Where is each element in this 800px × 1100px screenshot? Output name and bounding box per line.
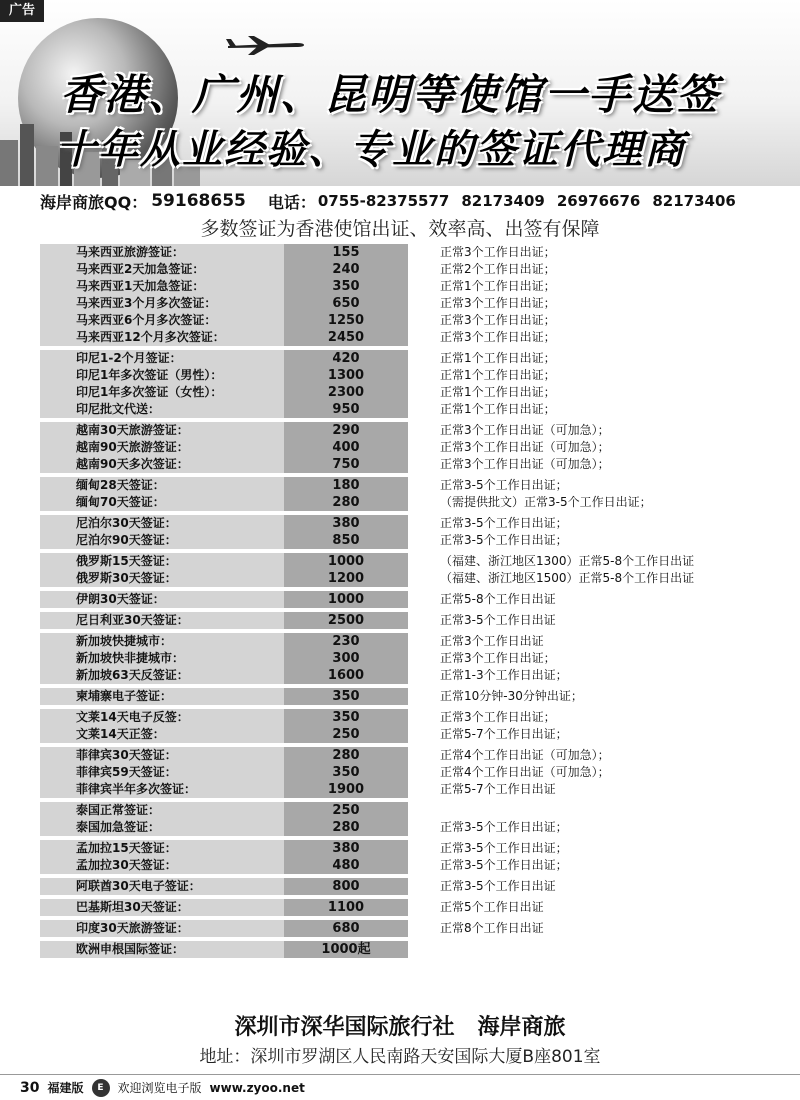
visa-name: 泰国加急签证： xyxy=(76,820,161,834)
visa-name-column xyxy=(40,244,284,346)
visa-name-column xyxy=(40,553,284,587)
visa-group xyxy=(40,688,408,705)
visa-name: 马来西亚1天加急签证： xyxy=(76,279,205,293)
visa-note: 正常3-5个工作日出证； xyxy=(440,478,568,492)
visa-note: 正常5-7个工作日出证； xyxy=(440,727,568,741)
visa-group xyxy=(40,920,408,937)
page-number: 30 xyxy=(20,1079,40,1096)
visa-price-column xyxy=(284,591,408,608)
qq-label: 海岸商旅QQ： xyxy=(40,192,148,212)
visa-name: 越南30天旅游签证： xyxy=(76,423,189,437)
visa-price-column xyxy=(284,709,408,743)
note-group xyxy=(440,688,780,705)
visa-name: 俄罗斯15天签证： xyxy=(76,554,177,568)
visa-name: 越南90天多次签证： xyxy=(76,457,189,471)
visa-price-column xyxy=(284,612,408,629)
phone-number: 0755-82375577 xyxy=(317,192,450,210)
visa-price: 350 xyxy=(332,689,360,704)
visa-price: 1900 xyxy=(327,782,365,797)
visa-note xyxy=(440,802,780,819)
visa-note: 正常4个工作日出证（可加急）； xyxy=(440,765,610,779)
visa-name: 新加坡快非捷城市： xyxy=(76,651,185,665)
visa-name: 尼泊尔90天签证： xyxy=(76,533,177,547)
slogan-line-2: 十年从业经验、专业的签证代理商 xyxy=(56,126,686,173)
visa-price: 280 xyxy=(332,495,360,510)
visa-price-column xyxy=(284,941,408,958)
visa-price: 1300 xyxy=(327,368,365,383)
visa-name: 印尼1-2个月签证： xyxy=(76,351,182,365)
visa-group xyxy=(40,802,408,836)
visa-note: 正常5-7个工作日出证 xyxy=(440,782,556,796)
visa-note: 正常1个工作日出证； xyxy=(440,279,556,293)
visa-name: 尼日利亚30天签证： xyxy=(76,613,189,627)
edition-label: 福建版 xyxy=(47,1081,84,1095)
phone-number: 82173409 xyxy=(461,192,545,210)
visa-note: 正常3-5个工作日出证； xyxy=(440,533,568,547)
visa-name: 马来西亚3个月多次签证： xyxy=(76,296,217,310)
note-group xyxy=(440,878,780,895)
visa-name: 马来西亚6个月多次签证： xyxy=(76,313,217,327)
contact-line xyxy=(40,188,780,214)
visa-name: 马来西亚2天加急签证： xyxy=(76,262,205,276)
visa-group xyxy=(40,422,408,473)
visa-note: 正常3个工作日出证（可加急）； xyxy=(440,440,610,454)
visa-note: 正常3个工作日出证（可加急）； xyxy=(440,423,610,437)
visa-price-column xyxy=(284,244,408,346)
visa-price: 380 xyxy=(332,841,360,856)
visa-name: 马来西亚12个月多次签证： xyxy=(76,330,225,344)
agency-address: 地址：深圳市罗湖区人民南路天安国际大厦B座801室 xyxy=(199,1047,601,1067)
visa-group xyxy=(40,477,408,511)
visa-name-column xyxy=(40,612,284,629)
visa-name: 印度30天旅游签证： xyxy=(76,921,189,935)
visa-name-column xyxy=(40,515,284,549)
visa-note: 正常5个工作日出证 xyxy=(440,900,544,914)
visa-price: 1000起 xyxy=(321,942,371,957)
visa-group xyxy=(40,244,408,346)
visa-name: 缅甸28天签证： xyxy=(76,478,165,492)
visa-price: 1200 xyxy=(327,571,365,586)
visa-price: 230 xyxy=(332,634,360,649)
phone-number: 26976676 xyxy=(556,192,641,210)
visa-name-column xyxy=(40,802,284,836)
note-group xyxy=(440,633,780,684)
visa-name-column xyxy=(40,350,284,418)
visa-name: 缅甸70天签证： xyxy=(76,495,165,509)
visa-price-column xyxy=(284,350,408,418)
visa-name-column xyxy=(40,747,284,798)
visa-name: 马来西亚旅游签证： xyxy=(76,245,185,259)
visa-price: 750 xyxy=(332,457,360,472)
visa-note xyxy=(440,941,780,958)
note-group xyxy=(440,612,780,629)
visa-name-column xyxy=(40,899,284,916)
price-table xyxy=(40,244,408,962)
visa-price: 1600 xyxy=(327,668,365,683)
phone-number: 82173406 xyxy=(652,192,736,210)
visa-price: 280 xyxy=(332,748,360,763)
visa-group xyxy=(40,553,408,587)
visa-note: 正常3个工作日出证； xyxy=(440,296,556,310)
visa-note: 正常3-5个工作日出证 xyxy=(440,613,556,627)
visa-name-column xyxy=(40,477,284,511)
visa-note: 正常3个工作日出证（可加急）； xyxy=(440,457,610,471)
visa-name-column xyxy=(40,709,284,743)
visa-price: 350 xyxy=(332,710,360,725)
airplane-icon xyxy=(226,34,306,56)
visa-name-column xyxy=(40,591,284,608)
visa-group xyxy=(40,899,408,916)
visa-name-column xyxy=(40,941,284,958)
visa-name: 俄罗斯30天签证： xyxy=(76,571,177,585)
visa-price-column xyxy=(284,422,408,473)
visa-group xyxy=(40,633,408,684)
visa-note: 正常1-3个工作日出证； xyxy=(440,668,568,682)
visa-price: 1250 xyxy=(327,313,365,328)
visa-price: 800 xyxy=(332,879,360,894)
visa-price: 650 xyxy=(332,296,360,311)
visa-group xyxy=(40,591,408,608)
agency-name: 深圳市深华国际旅行社 海岸商旅 xyxy=(234,1015,566,1040)
visa-price: 2300 xyxy=(327,385,365,400)
visa-price: 350 xyxy=(332,765,360,780)
visa-name: 文莱14天电子反签： xyxy=(76,710,189,724)
note-group xyxy=(440,802,780,836)
qq-number: 59168655 xyxy=(151,191,246,211)
footer-url[interactable]: www.zyoo.net xyxy=(209,1080,305,1095)
visa-price: 400 xyxy=(332,440,360,455)
banner xyxy=(0,0,800,186)
footer-tagline: 欢迎浏览电子版 xyxy=(117,1081,202,1095)
visa-name-column xyxy=(40,878,284,895)
slogan-line-1: 香港、广州、昆明等使馆一手送签 xyxy=(60,70,721,119)
visa-price: 1000 xyxy=(327,592,365,607)
visa-price-column xyxy=(284,802,408,836)
visa-note: 正常3-5个工作日出证； xyxy=(440,820,568,834)
visa-price: 300 xyxy=(332,651,360,666)
visa-price: 290 xyxy=(332,423,360,438)
note-group xyxy=(440,244,780,346)
magazine-logo-icon: E xyxy=(92,1079,110,1097)
visa-note: 正常1个工作日出证； xyxy=(440,351,556,365)
visa-note: （需提供批文）正常3-5个工作日出证； xyxy=(440,495,652,509)
note-group xyxy=(440,709,780,743)
visa-price-column xyxy=(284,920,408,937)
visa-name: 印尼1年多次签证（男性）： xyxy=(76,368,223,382)
visa-name: 印尼批文代送： xyxy=(76,402,161,416)
visa-name: 文莱14天正签： xyxy=(76,727,165,741)
visa-note: （福建、浙江地区1300）正常5-8个工作日出证 xyxy=(440,554,695,568)
visa-price: 350 xyxy=(332,279,360,294)
visa-name-column xyxy=(40,422,284,473)
visa-group xyxy=(40,350,408,418)
visa-note: 正常3个工作日出证； xyxy=(440,330,556,344)
note-group xyxy=(440,920,780,937)
visa-note: 正常2个工作日出证； xyxy=(440,262,556,276)
visa-note: 正常1个工作日出证； xyxy=(440,385,556,399)
visa-price: 480 xyxy=(332,858,360,873)
visa-name: 尼泊尔30天签证： xyxy=(76,516,177,530)
visa-group xyxy=(40,515,408,549)
visa-name: 孟加拉15天签证： xyxy=(76,841,177,855)
visa-name: 欧洲申根国际签证： xyxy=(76,942,185,956)
visa-name: 印尼1年多次签证（女性）： xyxy=(76,385,223,399)
visa-note: 正常8个工作日出证 xyxy=(440,921,544,935)
notes-column xyxy=(440,244,780,962)
page-footer xyxy=(0,1074,800,1100)
note-group xyxy=(440,515,780,549)
visa-note: 正常1个工作日出证； xyxy=(440,402,556,416)
visa-price-column xyxy=(284,899,408,916)
visa-name: 新加坡快捷城市： xyxy=(76,634,173,648)
visa-price: 250 xyxy=(332,727,360,742)
visa-price: 380 xyxy=(332,516,360,531)
visa-price-column xyxy=(284,840,408,874)
visa-note: 正常3-5个工作日出证 xyxy=(440,879,556,893)
visa-note: 正常3-5个工作日出证； xyxy=(440,841,568,855)
visa-name: 孟加拉30天签证： xyxy=(76,858,177,872)
visa-note: 正常3-5个工作日出证； xyxy=(440,858,568,872)
visa-note: 正常3个工作日出证 xyxy=(440,634,544,648)
visa-price: 155 xyxy=(332,245,360,260)
visa-note: 正常10分钟-30分钟出证； xyxy=(440,689,583,703)
visa-name: 巴基斯坦30天签证： xyxy=(76,900,189,914)
visa-group xyxy=(40,941,408,958)
visa-price: 850 xyxy=(332,533,360,548)
note-group xyxy=(440,422,780,473)
visa-price: 240 xyxy=(332,262,360,277)
visa-group xyxy=(40,612,408,629)
visa-note: 正常3个工作日出证； xyxy=(440,313,556,327)
visa-price: 280 xyxy=(332,820,360,835)
note-group xyxy=(440,477,780,511)
visa-price: 680 xyxy=(332,921,360,936)
note-group xyxy=(440,840,780,874)
note-group xyxy=(440,553,780,587)
visa-name: 越南90天旅游签证： xyxy=(76,440,189,454)
visa-price: 2500 xyxy=(327,613,365,628)
visa-note: 正常3个工作日出证； xyxy=(440,710,556,724)
ad-tag: 广告 xyxy=(0,0,44,22)
note-group xyxy=(440,899,780,916)
note-group xyxy=(440,747,780,798)
visa-price: 180 xyxy=(332,478,360,493)
visa-group xyxy=(40,840,408,874)
visa-note: 正常3-5个工作日出证； xyxy=(440,516,568,530)
visa-price-column xyxy=(284,553,408,587)
visa-price: 250 xyxy=(332,803,360,818)
visa-name-column xyxy=(40,920,284,937)
visa-price: 420 xyxy=(332,351,360,366)
visa-note: 正常5-8个工作日出证 xyxy=(440,592,556,606)
visa-price: 950 xyxy=(332,402,360,417)
note-group xyxy=(440,350,780,418)
visa-name-column xyxy=(40,688,284,705)
visa-name: 伊朗30天签证： xyxy=(76,592,165,606)
visa-name: 新加坡63天反签证： xyxy=(76,668,189,682)
visa-name: 泰国正常签证： xyxy=(76,803,161,817)
visa-note: 正常3个工作日出证； xyxy=(440,245,556,259)
note-group xyxy=(440,591,780,608)
visa-price: 1100 xyxy=(327,900,365,915)
tagline: 多数签证为香港使馆出证、效率高、出签有保障 xyxy=(200,218,600,240)
visa-group xyxy=(40,709,408,743)
visa-price: 2450 xyxy=(327,330,365,345)
note-group xyxy=(440,941,780,958)
visa-price-column xyxy=(284,688,408,705)
visa-price-column xyxy=(284,747,408,798)
visa-name: 阿联酋30天电子签证： xyxy=(76,879,201,893)
visa-price: 1000 xyxy=(327,554,365,569)
visa-name: 菲律宾30天签证： xyxy=(76,748,177,762)
visa-note: （福建、浙江地区1500）正常5-8个工作日出证 xyxy=(440,571,695,585)
visa-name-column xyxy=(40,840,284,874)
visa-group xyxy=(40,878,408,895)
visa-note: 正常4个工作日出证（可加急）； xyxy=(440,748,610,762)
visa-note: 正常3个工作日出证； xyxy=(440,651,556,665)
visa-name-column xyxy=(40,633,284,684)
visa-note: 正常1个工作日出证； xyxy=(440,368,556,382)
visa-name: 柬埔寨电子签证： xyxy=(76,689,173,703)
visa-group xyxy=(40,747,408,798)
visa-price-column xyxy=(284,515,408,549)
visa-price-column xyxy=(284,878,408,895)
visa-name: 菲律宾59天签证： xyxy=(76,765,177,779)
phone-label: 电话： xyxy=(267,192,316,212)
visa-name: 菲律宾半年多次签证： xyxy=(76,782,197,796)
visa-price-column xyxy=(284,477,408,511)
phone-list xyxy=(318,192,736,210)
visa-price-column xyxy=(284,633,408,684)
